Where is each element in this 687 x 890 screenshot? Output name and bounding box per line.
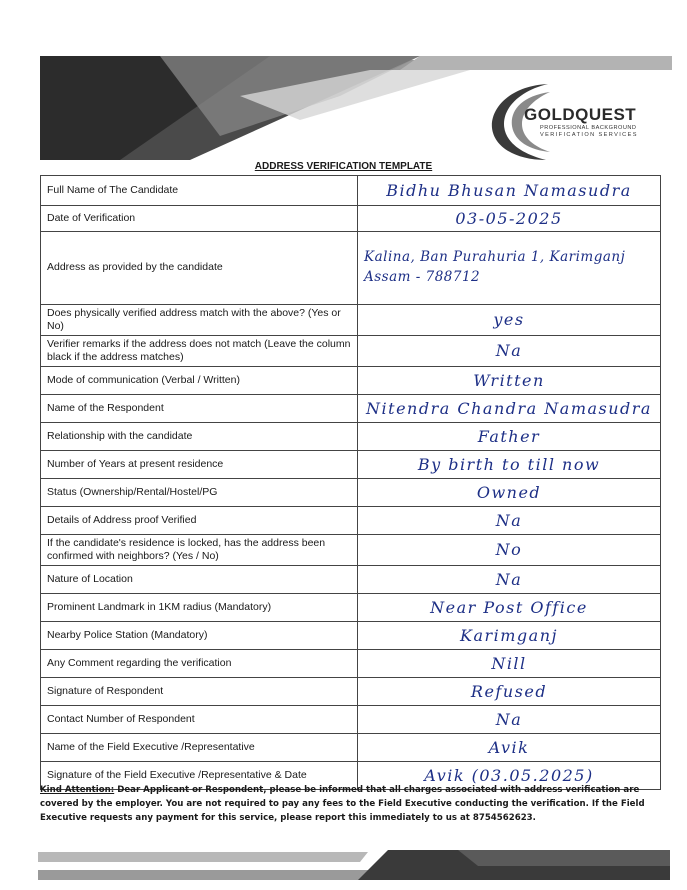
field-label: Details of Address proof Verified <box>41 507 358 535</box>
table-row <box>41 479 661 507</box>
logo-tagline-1: PROFESSIONAL BACKGROUND <box>540 125 637 131</box>
table-row <box>41 176 661 206</box>
field-label: Status (Ownership/Rental/Hostel/PG <box>41 479 358 507</box>
table-row <box>41 734 661 762</box>
table-row <box>41 395 661 423</box>
field-value: Kalina, Ban Purahuria 1, Karimganj Assam - 788712 <box>358 232 661 305</box>
table-row <box>41 336 661 367</box>
field-label: Verifier remarks if the address does not match (Leave the column black if the address matches) <box>41 336 358 367</box>
table-row <box>41 423 661 451</box>
table-row <box>41 232 661 305</box>
field-value: Avik (03.05.2025) <box>358 762 661 790</box>
field-value: By birth to till now <box>358 451 661 479</box>
field-label: Does physically verified address match with the above? (Yes or No) <box>41 305 358 336</box>
logo-tagline-2: VERIFICATION SERVICES <box>540 132 638 138</box>
field-label: Relationship with the candidate <box>41 423 358 451</box>
field-label: Any Comment regarding the verification <box>41 650 358 678</box>
field-value: Na <box>358 566 661 594</box>
table-row <box>41 622 661 650</box>
field-value: Avik <box>358 734 661 762</box>
field-label: Mode of communication (Verbal / Written) <box>41 367 358 395</box>
field-value: No <box>358 535 661 566</box>
notice-lead: Kind Attention: <box>40 785 115 795</box>
table-row <box>41 305 661 336</box>
field-value: yes <box>358 305 661 336</box>
field-value: Refused <box>358 678 661 706</box>
table-row <box>41 678 661 706</box>
field-label: Number of Years at present residence <box>41 451 358 479</box>
table-row <box>41 535 661 566</box>
field-value: Karimganj <box>358 622 661 650</box>
verification-form-table <box>40 175 661 790</box>
field-label: Signature of the Field Executive /Representative & Date <box>41 762 358 790</box>
table-row <box>41 706 661 734</box>
field-value: 03-05-2025 <box>358 206 661 232</box>
table-row <box>41 566 661 594</box>
field-value: Nill <box>358 650 661 678</box>
table-row <box>41 507 661 535</box>
field-label: Nearby Police Station (Mandatory) <box>41 622 358 650</box>
field-label: Prominent Landmark in 1KM radius (Mandatory) <box>41 594 358 622</box>
field-value: Written <box>358 367 661 395</box>
field-label: Full Name of The Candidate <box>41 176 358 206</box>
logo-brand-name: GOLDQUEST <box>524 105 637 124</box>
table-row <box>41 594 661 622</box>
field-label: Date of Verification <box>41 206 358 232</box>
payment-notice <box>40 784 662 825</box>
field-label: Name of the Field Executive /Representative <box>41 734 358 762</box>
field-value: Owned <box>358 479 661 507</box>
field-value: Near Post Office <box>358 594 661 622</box>
field-value: Bidhu Bhusan Namasudra <box>358 176 661 206</box>
table-row <box>41 206 661 232</box>
field-value: Nitendra Chandra Namasudra <box>358 395 661 423</box>
field-value: Na <box>358 706 661 734</box>
company-logo <box>488 80 648 162</box>
field-value: Na <box>358 507 661 535</box>
document-title: ADDRESS VERIFICATION TEMPLATE <box>254 161 433 172</box>
field-label: Signature of Respondent <box>41 678 358 706</box>
field-label: Nature of Location <box>41 566 358 594</box>
field-value: Father <box>358 423 661 451</box>
table-row <box>41 451 661 479</box>
table-row <box>41 650 661 678</box>
table-row <box>41 367 661 395</box>
field-label: If the candidate's residence is locked, has the address been confirmed with neighbors? (Yes / No) <box>41 535 358 566</box>
notice-body: Dear Applicant or Respondent, please be informed that all charges associated with address verification are covered by the employer. You are not required to pay any fees to the Field Executive conducting the verification. If the Field Executive requests any payment for this service, please report this immediately to us at 8754562623. <box>40 785 645 823</box>
field-label: Contact Number of Respondent <box>41 706 358 734</box>
field-label: Name of the Respondent <box>41 395 358 423</box>
field-value: Na <box>358 336 661 367</box>
footer-banner <box>38 846 670 884</box>
field-label: Address as provided by the candidate <box>41 232 358 305</box>
